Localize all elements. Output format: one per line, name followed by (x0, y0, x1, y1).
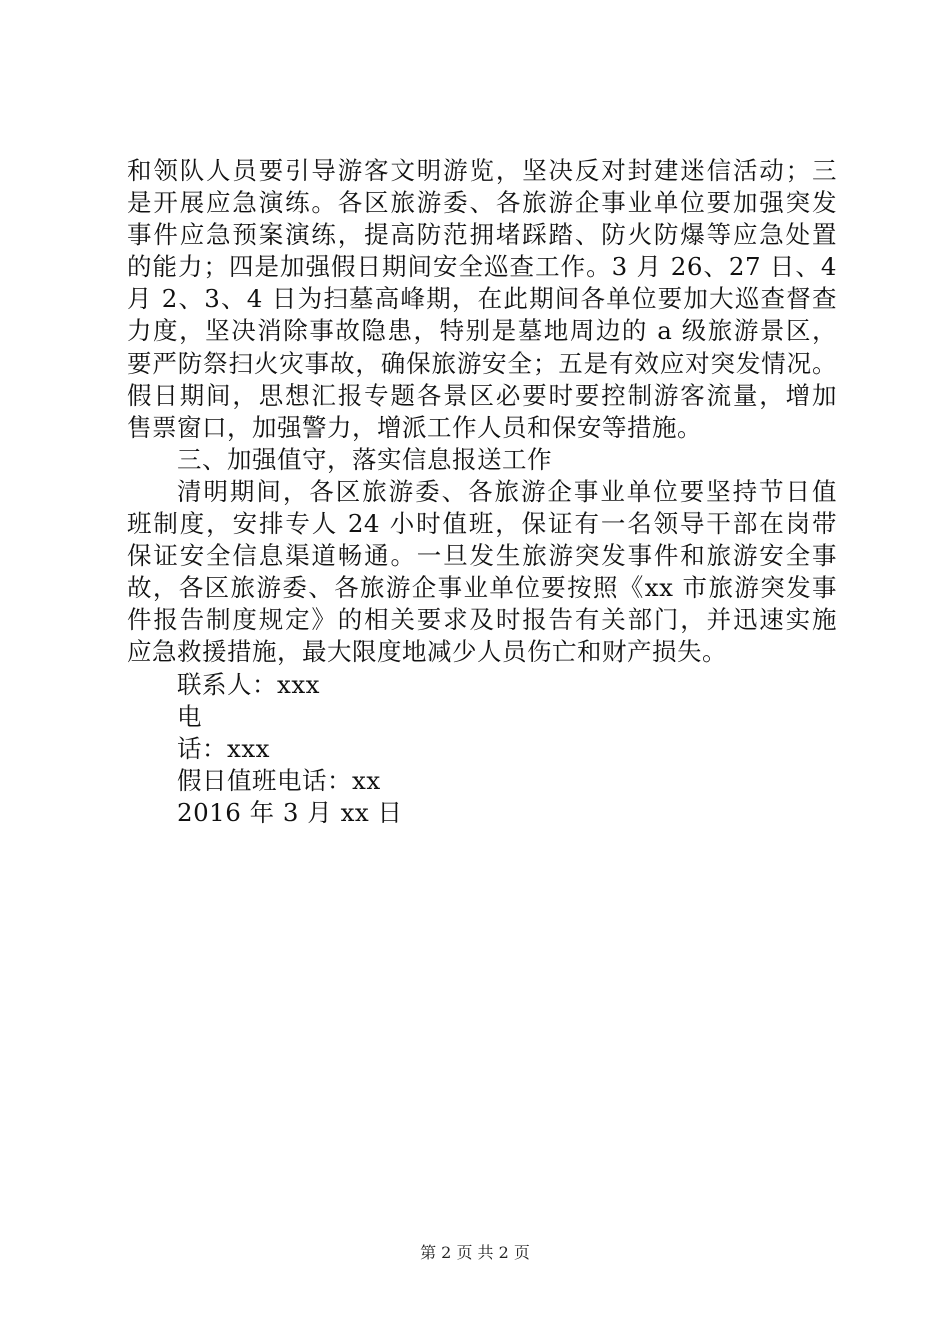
paragraph-line: 清明期间，各区旅游委、各旅游企事业单位要坚持节日值 (177, 476, 837, 506)
date-line: 2016 年 3 月 xx 日 (177, 797, 403, 827)
document-body (127, 155, 837, 829)
page-number-footer: 第 2 页 共 2 页 (420, 1243, 530, 1262)
phone-label-line: 电 (177, 701, 202, 731)
paragraph-line: 月 2、3、4 日为扫墓高峰期，在此期间各单位要加大巡查督查 (127, 284, 837, 314)
paragraph-line: 故，各区旅游委、各旅游企事业单位要按照《xx 市旅游突发事 (127, 573, 837, 603)
paragraph-line: 件报告制度规定》的相关要求及时报告有关部门，并迅速实施 (127, 605, 837, 635)
paragraph-line: 假日期间，思想汇报专题各景区必要时要控制游客流量，增加 (127, 380, 837, 410)
paragraph-line: 班制度，安排专人 24 小时值班，保证有一名领导干部在岗带 (127, 509, 837, 539)
paragraph-line: 力度，坚决消除事故隐患，特别是墓地周边的 a 级旅游景区， (127, 316, 837, 346)
paragraph-line: 事件应急预案演练，提高防范拥堵踩踏、防火防爆等应急处置 (127, 220, 837, 250)
paragraph-line: 保证安全信息渠道畅通。一旦发生旅游突发事件和旅游安全事 (127, 541, 837, 571)
paragraph-line: 是开展应急演练。各区旅游委、各旅游企事业单位要加强突发 (127, 188, 837, 218)
holiday-duty-phone-line: 假日值班电话：xx (177, 765, 381, 795)
paragraph-line: 要严防祭扫火灾事故，确保旅游安全；五是有效应对突发情况。 (127, 348, 837, 378)
contact-person-line: 联系人：xxx (177, 669, 320, 699)
section-heading: 三、加强值守，落实信息报送工作 (177, 444, 552, 474)
paragraph-line: 的能力；四是加强假日期间安全巡查工作。3 月 26、27 日、4 (127, 252, 837, 282)
phone-value-line: 话：xxx (177, 733, 270, 763)
paragraph-line: 应急救援措施，最大限度地减少人员伤亡和财产损失。 (127, 637, 727, 667)
paragraph-line: 售票窗口，加强警力，增派工作人员和保安等措施。 (127, 412, 702, 442)
paragraph-line: 和领队人员要引导游客文明游览，坚决反对封建迷信活动；三 (127, 156, 837, 185)
